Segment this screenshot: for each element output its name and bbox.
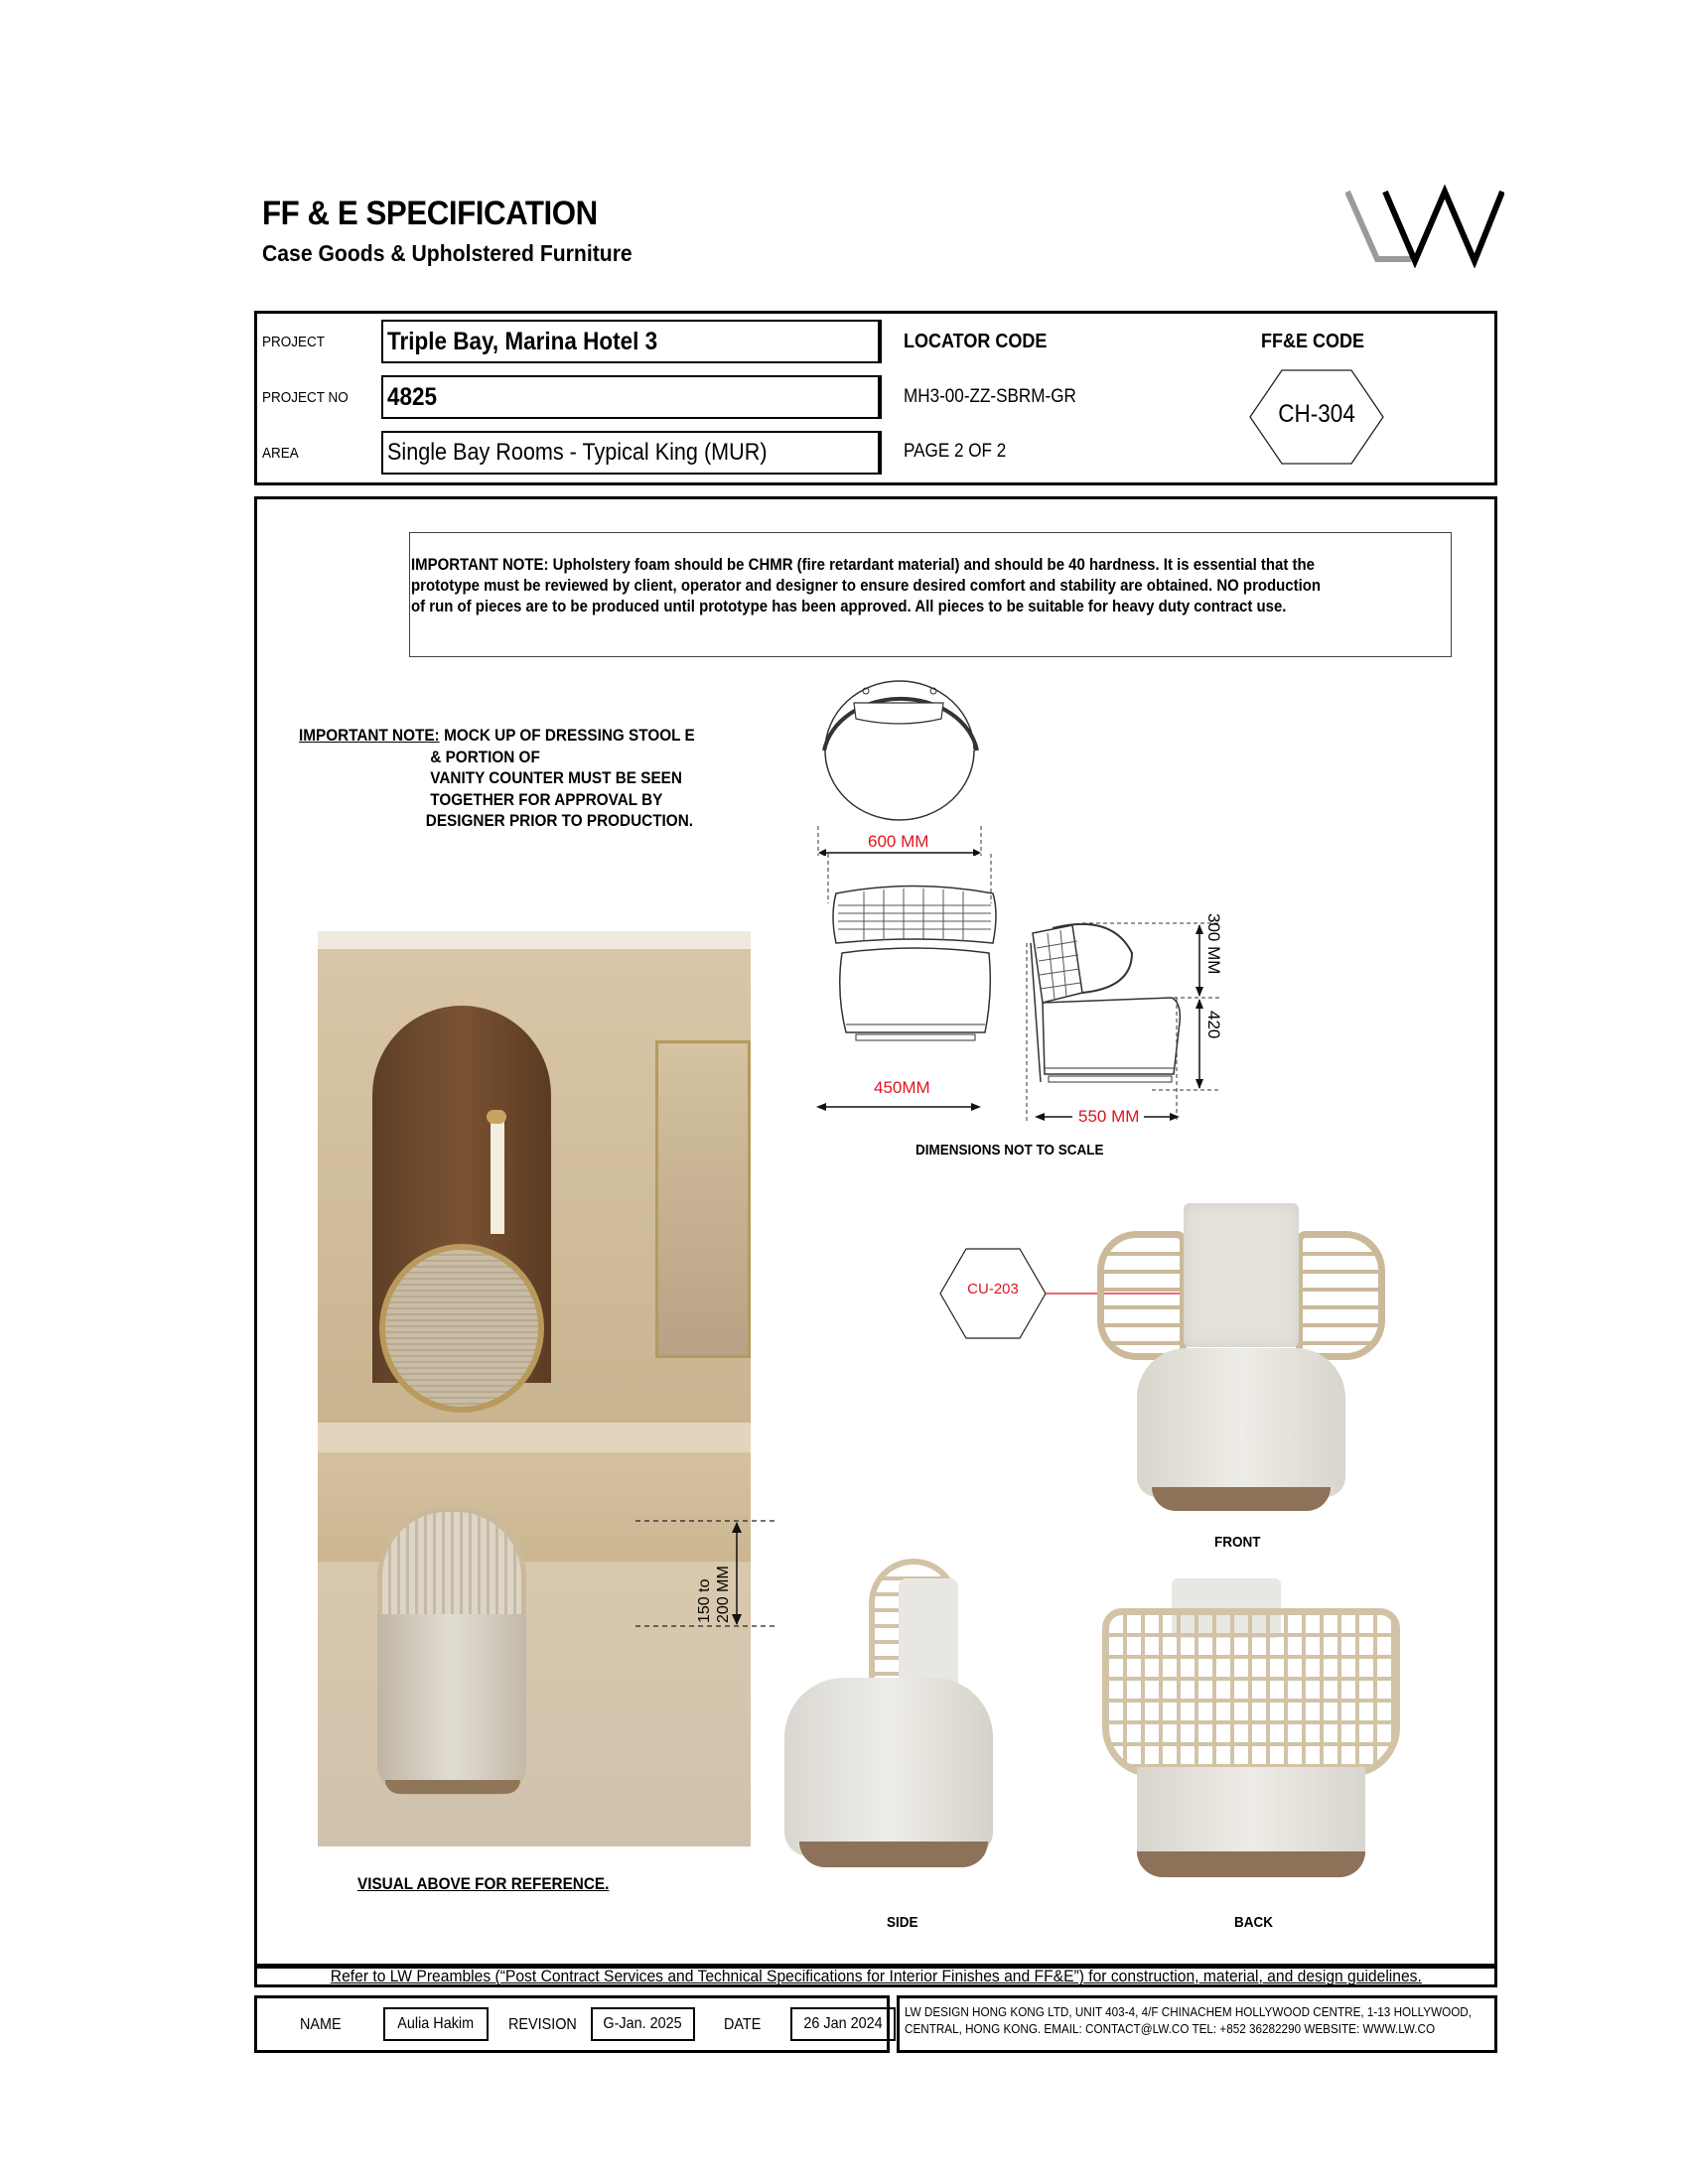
project-field: Triple Bay, Marina Hotel 3 [381,320,880,363]
date-value: 26 Jan 2024 [790,2007,896,2041]
project-label: PROJECT [262,334,326,350]
project-no-field: 4825 [381,375,880,419]
view-label-side: SIDE [887,1914,918,1931]
lw-logo [1345,184,1504,268]
view-label-back: BACK [1234,1914,1274,1931]
side-elevation-drawing [1023,903,1291,1122]
dim-counter-gap: 150 to 200 MM [696,1566,732,1623]
name-label: NAME [300,2016,342,2033]
area-field: Single Bay Rooms - Typical King (MUR) [381,431,880,475]
important-note-text: IMPORTANT NOTE: Upholstery foam should be CHMR (fire retardant material) and should be 40 hardness. It is essential that the prototype must be reviewed by client, operator and designer to ensure desired comfort and stability are obtained. NO production of run of pieces are to be produced until prototype has been approved. All pieces to be suitable for heavy duty contract use. [411,555,1322,615]
dim-550: 550 MM [1078,1107,1140,1126]
chair-back-render [1102,1578,1400,1886]
locator-code-label: LOCATOR CODE [904,331,1048,352]
page-number: PAGE 2 OF 2 [904,441,1007,462]
company-address: LW DESIGN HONG KONG LTD, UNIT 403-4, 4/F CHINACHEM HOLLYWOOD CENTRE, 1-13 HOLLYWOOD, CENTRAL, HONG KONG. EMAIL: CONTACT@LW.CO TEL: +852 36282290 WEBSITE: WWW.LW.CO [905,2004,1473,2036]
front-elevation-drawing [814,854,1003,1072]
round-mirror [379,1244,544,1413]
dim-450-arrow [814,1097,993,1117]
page-title: FF & E SPECIFICATION [262,195,598,232]
top-view-drawing [814,673,993,822]
mockup-note-label: IMPORTANT NOTE: [299,726,440,745]
dim-600: 600 MM [868,832,929,851]
scale-note: DIMENSIONS NOT TO SCALE [915,1142,1104,1159]
date-label: DATE [724,2016,762,2033]
mockup-note: IMPORTANT NOTE: MOCK UP OF DRESSING STOOL E & PORTION OF VANITY COUNTER MUST BE SEEN TOGETHER FOR APPROVAL BY DESIGNER PRIOR TO PRODUCTION. [299,726,695,830]
chair-front-render [1092,1191,1390,1529]
dim-300: 300 MM [1204,913,1223,975]
material-tag-code: CU-203 [967,1281,1019,1297]
visual-reference-note: VISUAL ABOVE FOR REFERENCE. [357,1874,610,1893]
chair-side-render [779,1559,1038,1886]
locator-code-value: MH3-00-ZZ-SBRM-GR [904,386,1076,407]
dim-420: 420 [1204,1011,1223,1039]
reference-photo [318,931,751,1846]
project-no-label: PROJECT NO [262,389,349,406]
view-label-front: FRONT [1214,1534,1261,1551]
name-value: Aulia Hakim [383,2007,489,2041]
page-subtitle: Case Goods & Upholstered Furniture [262,240,633,266]
area-label: AREA [262,445,299,462]
revision-value: G-Jan. 2025 [591,2007,695,2041]
revision-label: REVISION [508,2016,577,2033]
preamble-reference: Refer to LW Preambles (“Post Contract Services and Technical Specifications for Interior Finishes and FF&E”) for construction, material, and design guidelines. [254,1964,1497,1987]
ffe-code-label: FF&E CODE [1261,331,1365,352]
dim-450: 450MM [874,1078,930,1097]
ffe-code-value: CH-304 [1278,400,1355,428]
